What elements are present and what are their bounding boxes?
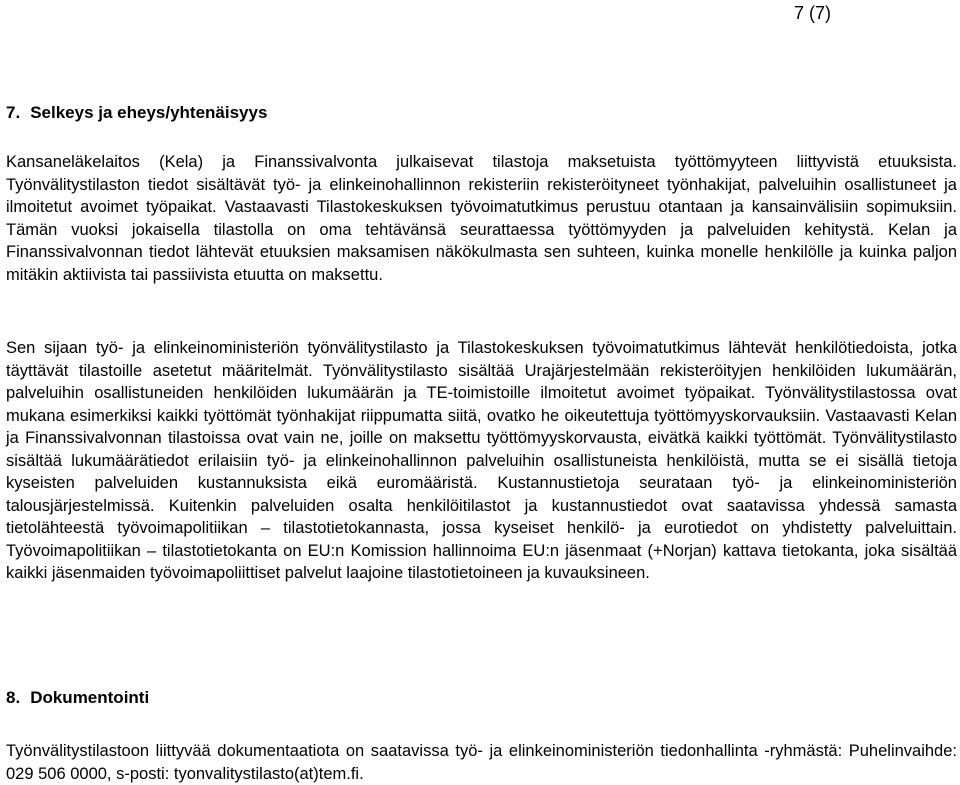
section-title: Dokumentointi [30,688,150,707]
section-8-paragraph-1: Työnvälitystilastoon liittyvää dokumentaatiota on saatavissa työ- ja elinkeinoministeriön tiedonhallinta -ryhmästä: Puhelinvaihde: 029 506 0000, s-posti: tyonvalitystilasto(at)tem.fi. [6,742,957,783]
section-heading-8 [6,687,149,709]
section-number: 7. [6,103,21,122]
section-heading-7 [6,102,267,124]
page-number: 7 (7) [794,3,832,23]
section-title: Selkeys ja eheys/yhtenäisyys [30,103,268,122]
section-7-paragraph-2: Sen sijaan työ- ja elinkeinoministeriön työnvälitystilasto ja Tilastokeskuksen työvoimatutkimus lähtevät henkilötiedoista, jotka täyttävät tilastoille asetetut määritelmät. Työnvälitystilasto sisältää Urajärjestelmään rekisteröityjen henkilöiden lukumäärän, palveluihin osallistuneiden henkilöiden lukumäärän ja TE-toimistoille ilmoitetut avoimet työpaikat. Työnvälitystilastossa ovat mukana esimerkiksi kaikki työttömät työnhakijat riippumatta siitä, ovatko he oikeutettuja työttömyyskorvauksiin. Vastaavasti Kelan ja Finanssivalvonnan tilastoissa ovat vain ne, joille on maksettu työttömyyskorvausta, eivätkä kaikki työttömät. Työnvälitystilasto sisältää lukumäärätiedot erilaisiin työ- ja elinkeinohallinnon palveluihin osallistuneista henkilöistä, mutta se ei sisällä tietoja kyseisten palveluiden kustannuksista eikä euromääristä. Kustannustietoja seurataan työ- ja elinkeinoministeriön talousjärjestelmissä. Kuitenkin palveluiden osalta henkilöitilastot ja kustannustiedot ovat saatavissa yhdessä samasta tietolähteestä työvoimapolitiikan – tilastotietokannasta, jossa kyseiset henkilö- ja eurotiedot on yhdistetty palveluittain. Työvoimapolitiikan – tilastotietokanta on EU:n Komission hallinnoima EU:n jäsenmaat (+Norjan) kattava tietokanta, joka sisältää kaikki jäsenmaiden työvoimapoliittiset palvelut laajoine tilastotietoineen ja kuvauksineen. [6,339,957,582]
section-7-paragraph-1: Kansaneläkelaitos (Kela) ja Finanssivalvonta julkaisevat tilastoja maksetuista työttömyyteen liittyvistä etuuksista. Työnvälitystilaston tiedot sisältävät työ- ja elinkeinohallinnon rekisteriin rekisteröityneet työnhakijat, palveluihin osallistuneet ja ilmoitetut avoimet työpaikat. Vastaavasti Tilastokeskuksen työvoimatutkimus perustuu otantaan ja kansainvälisiin sopimuksiin. Tämän vuoksi jokaisella tilastolla on oma tehtävänsä seurattaessa työttömyyden ja palveluiden kehitystä. Kelan ja Finanssivalvonnan tiedot lähtevät etuuksien maksamisen näkökulmasta sen suhteen, kuinka monelle henkilölle ja kuinka paljon mitäkin aktiivista tai passiivista etuutta on maksettu. [6,153,957,284]
section-number: 8. [6,688,21,707]
